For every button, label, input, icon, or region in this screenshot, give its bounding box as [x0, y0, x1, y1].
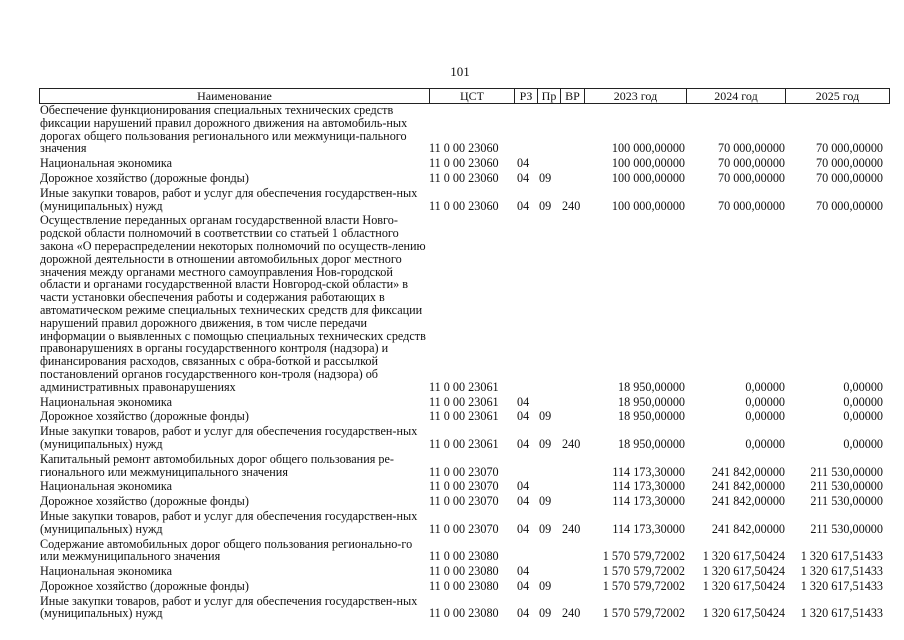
- cell-y2025: 70 000,00000: [815, 141, 883, 156]
- cell-y2024: 241 842,00000: [711, 464, 785, 479]
- table-row: [39, 410, 889, 423]
- cell-y2025: 1 320 617,51433: [800, 564, 883, 579]
- cell-cst: 11 0 00 23080: [429, 578, 499, 593]
- row-name: Дорожное хозяйство (дорожные фонды): [40, 578, 249, 593]
- cell-pr: 09: [539, 521, 552, 536]
- cell-rz: 04: [517, 479, 530, 494]
- cell-rz: 04: [517, 521, 530, 536]
- table-row: [39, 580, 889, 593]
- cell-y2023: 1 570 579,72002: [602, 578, 685, 593]
- cell-y2025: 211 530,00000: [810, 521, 883, 536]
- row-name: Дорожное хозяйство (дорожные фонды): [40, 494, 249, 509]
- cell-y2025: 1 320 617,51433: [800, 606, 883, 621]
- cell-y2023: 1 570 579,72002: [602, 606, 685, 621]
- row-name: Капитальный ремонт автомобильных дорог общего пользования ре-гионального или межмуниципального значения: [40, 451, 394, 479]
- cell-y2024: 1 320 617,50424: [702, 578, 785, 593]
- page-number: 101: [450, 64, 470, 79]
- cell-cst: 11 0 00 23080: [429, 606, 499, 621]
- header-2023: 2023 год: [585, 89, 687, 103]
- table-row: [39, 214, 889, 393]
- table-row: [39, 480, 889, 493]
- header-cst: ЦСТ: [430, 89, 515, 103]
- row-name: Осуществление переданных органам государственной власти Новго-родской области полномочий в соответствии со статьей 1 областного закона «О перераспределении некоторых полномочий по осуществ-лению дорожной деятельности в отношении автомобильных дорог местного значения между органами местного самоуправления Нов-городской области и органами государственной власти Новгород-ской области» в части установки обеспечения работы и содержания работающих в автоматическом режиме специальных технических средств для фиксации нарушений правил дорожного движения, в том числе передачи информации о выявленных с помощью специальных технических средств правонарушениях в органы государственного контроля (надзора) и финансирования расходов, связанных с обра-боткой и рассылкой постановлений органов государственного кон-троля (надзора) об административных правонарушениях: [40, 213, 426, 394]
- table-body: [39, 104, 889, 620]
- cell-cst: 11 0 00 23080: [429, 564, 499, 579]
- cell-y2024: 0,00000: [745, 379, 785, 394]
- cell-cst: 11 0 00 23061: [429, 436, 499, 451]
- cell-cst: 11 0 00 23060: [429, 198, 499, 213]
- cell-y2024: 70 000,00000: [717, 141, 785, 156]
- cell-y2023: 100 000,00000: [611, 156, 685, 171]
- table-row: [39, 172, 889, 185]
- header-vr: ВР: [561, 89, 585, 103]
- cell-y2023: 18 950,00000: [617, 379, 685, 394]
- cell-cst: 11 0 00 23080: [429, 549, 499, 564]
- table-header: [39, 88, 890, 104]
- cell-y2025: 70 000,00000: [815, 198, 883, 213]
- header-pr: Пр: [538, 89, 561, 103]
- row-name: Обеспечение функционирования специальных технических средств фиксации нарушений правил дорожного движения на автомобиль-ных дорогах общего пользования регионального или межмуници-пального значения: [40, 103, 408, 156]
- table-row: [39, 425, 889, 451]
- cell-cst: 11 0 00 23070: [429, 521, 499, 536]
- cell-y2024: 70 000,00000: [717, 198, 785, 213]
- cell-y2023: 18 950,00000: [617, 409, 685, 424]
- cell-cst: 11 0 00 23070: [429, 464, 499, 479]
- cell-y2025: 0,00000: [843, 379, 883, 394]
- cell-y2023: 114 173,30000: [612, 494, 685, 509]
- cell-cst: 11 0 00 23060: [429, 156, 499, 171]
- cell-y2025: 1 320 617,51433: [800, 578, 883, 593]
- cell-y2023: 18 950,00000: [617, 394, 685, 409]
- cell-y2024: 0,00000: [745, 394, 785, 409]
- cell-cst: 11 0 00 23070: [429, 494, 499, 509]
- cell-pr: 09: [539, 409, 552, 424]
- cell-rz: 04: [517, 436, 530, 451]
- cell-pr: 09: [539, 494, 552, 509]
- cell-rz: 04: [517, 578, 530, 593]
- header-name: Наименование: [40, 89, 430, 103]
- cell-rz: 04: [517, 606, 530, 621]
- row-name: Национальная экономика: [40, 564, 173, 579]
- cell-cst: 11 0 00 23061: [429, 409, 499, 424]
- cell-vr: 240: [562, 436, 581, 451]
- cell-pr: 09: [539, 606, 552, 621]
- row-name: Национальная экономика: [40, 394, 173, 409]
- cell-cst: 11 0 00 23060: [429, 141, 499, 156]
- cell-y2025: 70 000,00000: [815, 156, 883, 171]
- cell-cst: 11 0 00 23070: [429, 479, 499, 494]
- table-row: [39, 187, 889, 213]
- cell-y2024: 70 000,00000: [717, 156, 785, 171]
- row-name: Дорожное хозяйство (дорожные фонды): [40, 409, 249, 424]
- cell-pr: 09: [539, 578, 552, 593]
- cell-vr: 240: [562, 198, 581, 213]
- cell-rz: 04: [517, 409, 530, 424]
- cell-y2024: 70 000,00000: [717, 170, 785, 185]
- cell-rz: 04: [517, 494, 530, 509]
- cell-y2023: 114 173,30000: [612, 464, 685, 479]
- table-row: [39, 453, 889, 479]
- table-row: [39, 510, 889, 536]
- row-name: Национальная экономика: [40, 479, 173, 494]
- cell-y2023: 114 173,30000: [612, 521, 685, 536]
- cell-rz: 04: [517, 564, 530, 579]
- header-2024: 2024 год: [687, 89, 786, 103]
- table-row: [39, 157, 889, 170]
- cell-y2024: 0,00000: [745, 409, 785, 424]
- row-name: Содержание автомобильных дорог общего пользования регионально-го или межмуниципального значения: [40, 536, 413, 564]
- table-row: [39, 565, 889, 578]
- cell-y2024: 241 842,00000: [711, 521, 785, 536]
- cell-y2024: 1 320 617,50424: [702, 606, 785, 621]
- cell-y2025: 70 000,00000: [815, 170, 883, 185]
- cell-y2025: 0,00000: [843, 409, 883, 424]
- header-rz: РЗ: [515, 89, 538, 103]
- cell-y2025: 1 320 617,51433: [800, 549, 883, 564]
- cell-cst: 11 0 00 23061: [429, 379, 499, 394]
- row-name: Иные закупки товаров, работ и услуг для обеспечения государствен-ных (муниципальных) нужд: [40, 185, 418, 213]
- cell-y2024: 0,00000: [745, 436, 785, 451]
- cell-rz: 04: [517, 394, 530, 409]
- cell-y2024: 241 842,00000: [711, 494, 785, 509]
- row-name: Национальная экономика: [40, 156, 173, 171]
- cell-y2023: 114 173,30000: [612, 479, 685, 494]
- row-name: Иные закупки товаров, работ и услуг для обеспечения государствен-ных (муниципальных) нужд: [40, 508, 418, 536]
- cell-vr: 240: [562, 521, 581, 536]
- cell-y2024: 1 320 617,50424: [702, 564, 785, 579]
- cell-y2025: 211 530,00000: [810, 464, 883, 479]
- cell-pr: 09: [539, 198, 552, 213]
- cell-y2023: 100 000,00000: [611, 198, 685, 213]
- cell-y2023: 1 570 579,72002: [602, 564, 685, 579]
- cell-y2025: 211 530,00000: [810, 494, 883, 509]
- header-2025: 2025 год: [786, 89, 890, 103]
- cell-y2025: 211 530,00000: [810, 479, 883, 494]
- table-row: [39, 538, 889, 564]
- cell-rz: 04: [517, 198, 530, 213]
- table-row: [39, 104, 889, 155]
- table-row: [39, 396, 889, 409]
- table-row: [39, 595, 889, 621]
- cell-y2023: 1 570 579,72002: [602, 549, 685, 564]
- cell-cst: 11 0 00 23060: [429, 170, 499, 185]
- cell-cst: 11 0 00 23061: [429, 394, 499, 409]
- cell-pr: 09: [539, 170, 552, 185]
- cell-y2023: 100 000,00000: [611, 170, 685, 185]
- cell-y2025: 0,00000: [843, 436, 883, 451]
- row-name: Иные закупки товаров, работ и услуг для обеспечения государствен-ных (муниципальных) нужд: [40, 424, 418, 451]
- cell-rz: 04: [517, 170, 530, 185]
- cell-y2025: 0,00000: [843, 394, 883, 409]
- cell-y2024: 241 842,00000: [711, 479, 785, 494]
- row-name: Иные закупки товаров, работ и услуг для обеспечения государствен-ных (муниципальных) нужд: [40, 593, 418, 621]
- table-row: [39, 495, 889, 508]
- cell-rz: 04: [517, 156, 530, 171]
- cell-y2024: 1 320 617,50424: [702, 549, 785, 564]
- row-name: Дорожное хозяйство (дорожные фонды): [40, 170, 249, 185]
- cell-vr: 240: [562, 606, 581, 621]
- cell-y2023: 100 000,00000: [611, 141, 685, 156]
- cell-y2023: 18 950,00000: [617, 436, 685, 451]
- cell-pr: 09: [539, 436, 552, 451]
